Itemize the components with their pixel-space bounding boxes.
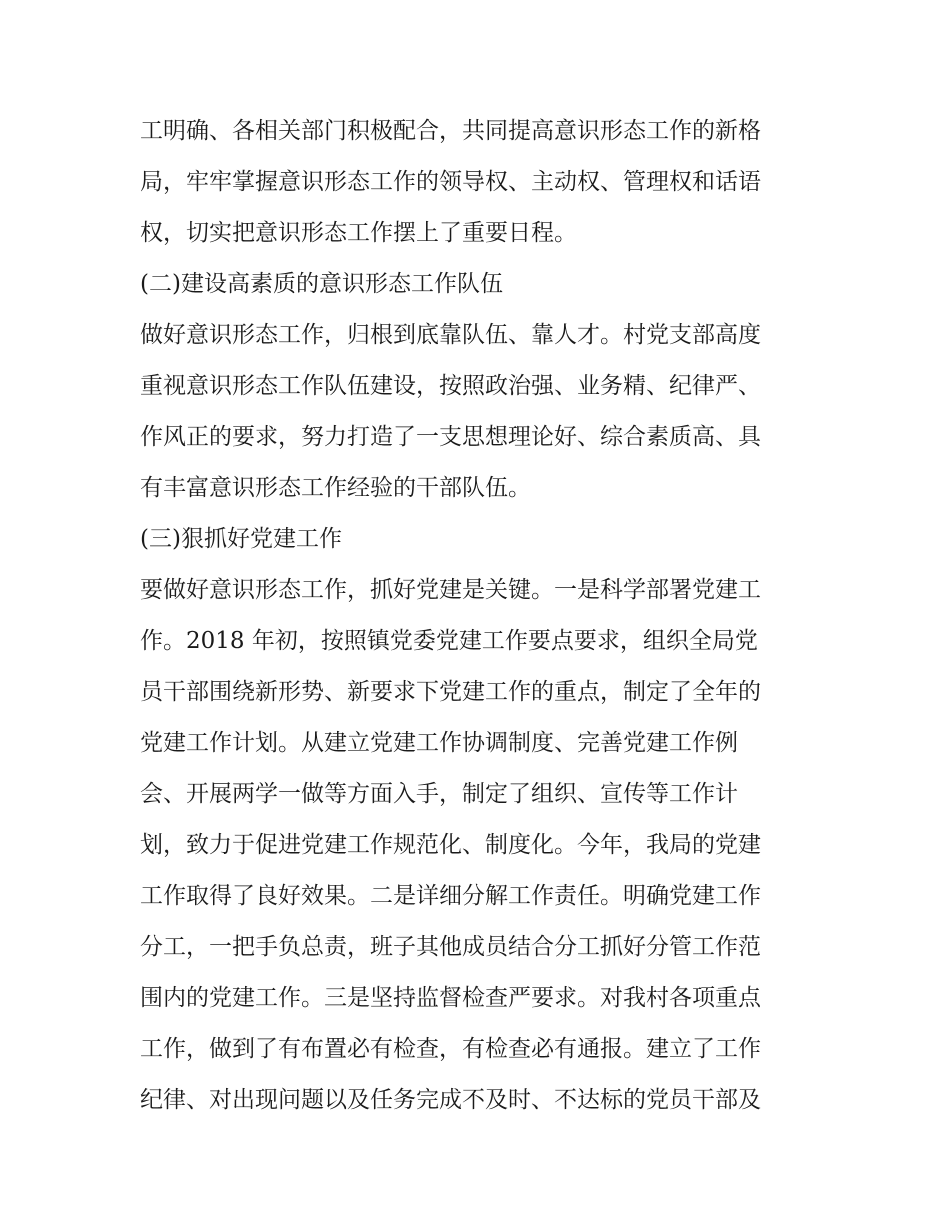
text-line: 围内的党建工作。三是坚持监督检查严要求。对我村各项重点 xyxy=(140,985,761,1011)
document-body xyxy=(140,110,820,1130)
section-heading-3: (三)狠抓好党建工作 xyxy=(140,526,342,552)
text-line: 党建工作计划。从建立党建工作协调制度、完善党建工作例 xyxy=(140,730,738,756)
text-line: 局，牢牢掌握意识形态工作的领导权、主动权、管理权和话语 xyxy=(140,169,761,195)
text-line: 工作取得了良好效果。二是详细分解工作责任。明确党建工作 xyxy=(140,883,761,909)
text-line: 纪律、对出现问题以及任务完成不及时、不达标的党员干部及 xyxy=(140,1087,761,1113)
text-line: 分工，一把手负总责，班子其他成员结合分工抓好分管工作范 xyxy=(140,934,761,960)
text-line: 作风正的要求，努力打造了一支思想理论好、综合素质高、具 xyxy=(140,424,761,450)
text-line: 要做好意识形态工作，抓好党建是关键。一是科学部署党建工 xyxy=(140,577,761,603)
section-heading-2: (二)建设高素质的意识形态工作队伍 xyxy=(140,271,503,297)
text-line: 做好意识形态工作，归根到底靠队伍、靠人才。村党支部高度 xyxy=(140,322,761,348)
text-line: 权，切实把意识形态工作摆上了重要日程。 xyxy=(140,220,577,246)
text-line: 有丰富意识形态工作经验的干部队伍。 xyxy=(140,475,531,501)
text-line: 员干部围绕新形势、新要求下党建工作的重点，制定了全年的 xyxy=(140,679,761,705)
text-line: 会、开展两学一做等方面入手，制定了组织、宣传等工作计 xyxy=(140,781,738,807)
text-line: 重视意识形态工作队伍建设，按照政治强、业务精、纪律严、 xyxy=(140,373,761,399)
text-line: 划，致力于促进党建工作规范化、制度化。今年，我局的党建 xyxy=(140,832,761,858)
text-line: 工明确、各相关部门积极配合，共同提高意识形态工作的新格 xyxy=(140,118,761,144)
text-line: 工作，做到了有布置必有检查，有检查必有通报。建立了工作 xyxy=(140,1036,761,1062)
text-line: 作。2018 年初，按照镇党委党建工作要点要求，组织全局党 xyxy=(140,628,758,654)
